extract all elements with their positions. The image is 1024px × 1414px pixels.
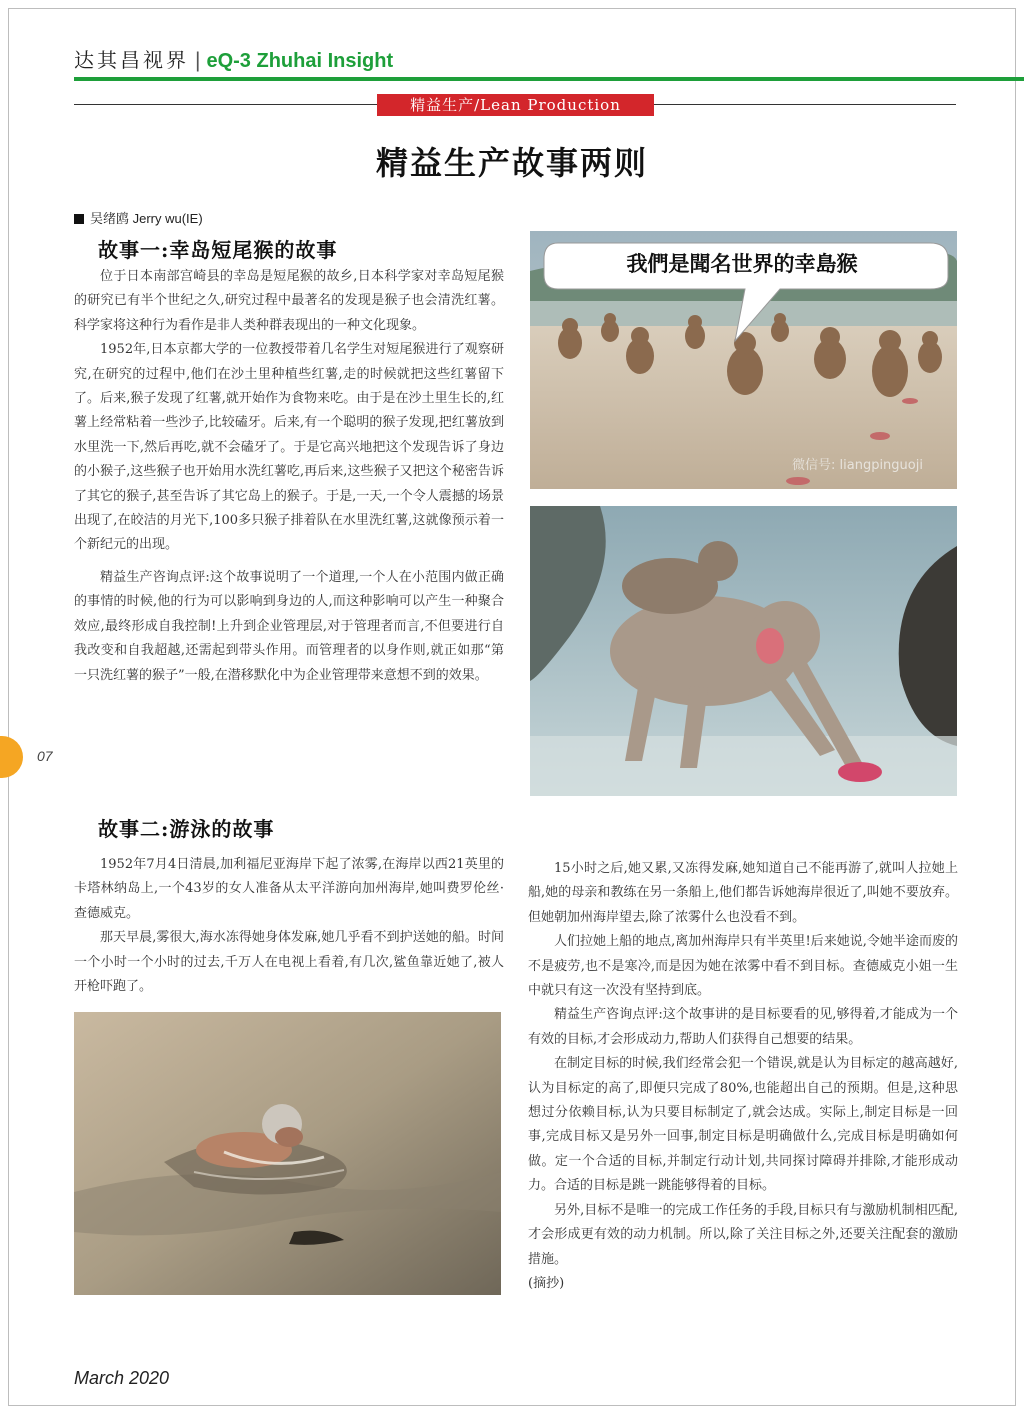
author-line — [74, 208, 203, 227]
story2-paragraph: 人们拉她上船的地点,离加州海岸只有半英里!后来她说,令她半途而废的不是疲劳,也不是寒冷,而是因为她在浓雾中看不到目标。查德威克小姐一生中就只有这一次没有坚持到底。 — [528, 934, 958, 999]
story2-paragraph: 1952年7月4日清晨,加利福尼亚海岸下起了浓雾,在海岸以西21英里的卡塔林纳岛上,一个43岁的女人准备从太平洋游向加州海岸,她叫费罗伦丝·查德威克。 — [74, 857, 504, 921]
monkey-washing-photo — [530, 506, 957, 796]
author-square-icon — [74, 214, 84, 224]
story1-comment: 精益生产咨询点评:这个故事说明了一个道理,一个人在小范围内做正确的事情的时候,他的行为可以影响到身边的人,而这种影响可以产生一种聚合效应,最终形成自我控制!上升到企业管理层,对于管理者而言,不但要进行自我改变和自我超越,还需起到带头作用。而管理者的以身作则,就正如那“第一只洗红薯的猴子”一般,在潜移默化中为企业管理带来意想不到的效果。 — [74, 569, 504, 683]
story1-text — [74, 265, 504, 688]
masthead-rule — [74, 77, 1024, 81]
story2-paragraph: 那天早晨,雾很大,海水冻得她身体发麻,她几乎看不到护送她的船。时间一个小时一个小时的过去,千万人在电视上看着,有几次,鲨鱼靠近她了,被人开枪吓跑了。 — [74, 930, 504, 995]
story2-paragraph: 15小时之后,她又累,又冻得发麻,她知道自己不能再游了,就叫人拉她上船,她的母亲和教练在另一条船上,他们都告诉她海岸很近了,叫她不要放弃。但她朝加州海岸望去,除了浓雾什么也没看不到。 — [528, 861, 958, 925]
story2-left-text — [74, 853, 504, 999]
monkeys-beach-illustration — [530, 231, 957, 489]
story1-paragraph: 1952年,日本京都大学的一位教授带着几名学生对短尾猴进行了观察研究,在研究的过程中,他们在沙土里种植些红薯,走的时候就把这些红薯留下了。后来,猴子发现了红薯,就开始作为食物来吃。由于是在沙土里生长的,红薯上经常粘着一些沙子,比较磕牙。后来,有一个聪明的猴子发现,把红薯放到水里洗一下,然后再吃,就不会磕牙了。于是它高兴地把这个发现告诉了身边的小猴子,这些猴子也开始用水洗红薯吃,再后来,这些猴子又把这个秘密告诉了其它的猴子,甚至告诉了其它岛上的猴子。于是,一天,一个令人震撼的场景出现了,在皎洁的月光下,100多只猴子排着队在水里洗红薯,这就像预示着一个新纪元的出现。 — [74, 342, 504, 553]
story2-paragraph: 在制定目标的时候,我们经常会犯一个错误,就是认为目标定的越高越好,认为目标定的高了,即便只完成了80%,也能超出自己的预期。但是,这种思想过分依赖目标,认为只要目标制定了,就会达成。实际上,制定目标是一回事,完成目标又是另外一回事,制定目标是明确做什么,完成目标是明确如何做。定一个合适的目标,并制定行动计划,共同探讨障碍并排除,才能形成动力。合适的目标是跳一跳能够得着的目标。 — [528, 1056, 958, 1194]
page-number: 07 — [37, 748, 53, 764]
swimmer-photo — [74, 1012, 501, 1295]
monkeys-beach-caption: 我們是聞名世界的幸島猴 — [626, 252, 858, 276]
issue-date: March 2020 — [74, 1368, 170, 1388]
story2-comment: 精益生产咨询点评:这个故事讲的是目标要看的见,够得着,才能成为一个有效的目标,才会形成动力,帮助人们获得自己想要的结果。 — [528, 1007, 958, 1047]
brand-en: eQ-3 Zhuhai Insight — [206, 50, 394, 72]
author-name: 吴绪鸥 Jerry wu(IE) — [90, 211, 203, 226]
story2-paragraph: 另外,目标不是唯一的完成工作任务的手段,目标只有与激励机制相匹配,才会形成更有效的动力机制。所以,除了关注目标之外,还要关注配套的激励措施。 — [528, 1202, 958, 1267]
story1-heading: 故事一:幸岛短尾猴的故事 — [98, 238, 338, 262]
source-note: (摘抄) — [528, 1275, 565, 1291]
brand-cn: 达其昌视界 — [74, 48, 189, 72]
masthead — [74, 44, 393, 73]
swimmer-illustration — [74, 1012, 501, 1295]
story1-paragraph: 位于日本南部宫崎县的幸岛是短尾猴的故乡,日本科学家对幸岛短尾猴的研究已有半个世纪之久,研究过程中最著名的发现是猴子也会清洗红薯。科学家将这种行为看作是非人类种群表现出的一种文化现象。 — [74, 269, 504, 333]
brand-separator: | — [195, 49, 201, 72]
monkeys-beach-photo — [530, 231, 957, 489]
monkey-washing-illustration — [530, 506, 957, 796]
story2-heading: 故事二:游泳的故事 — [98, 817, 275, 841]
monkeys-beach-watermark: 微信号: liangpinguoji — [792, 458, 923, 473]
story2-right-text — [528, 857, 958, 1296]
article-title: 精益生产故事两则 — [375, 144, 648, 182]
section-tag: 精益生产/Lean Production — [377, 94, 654, 116]
